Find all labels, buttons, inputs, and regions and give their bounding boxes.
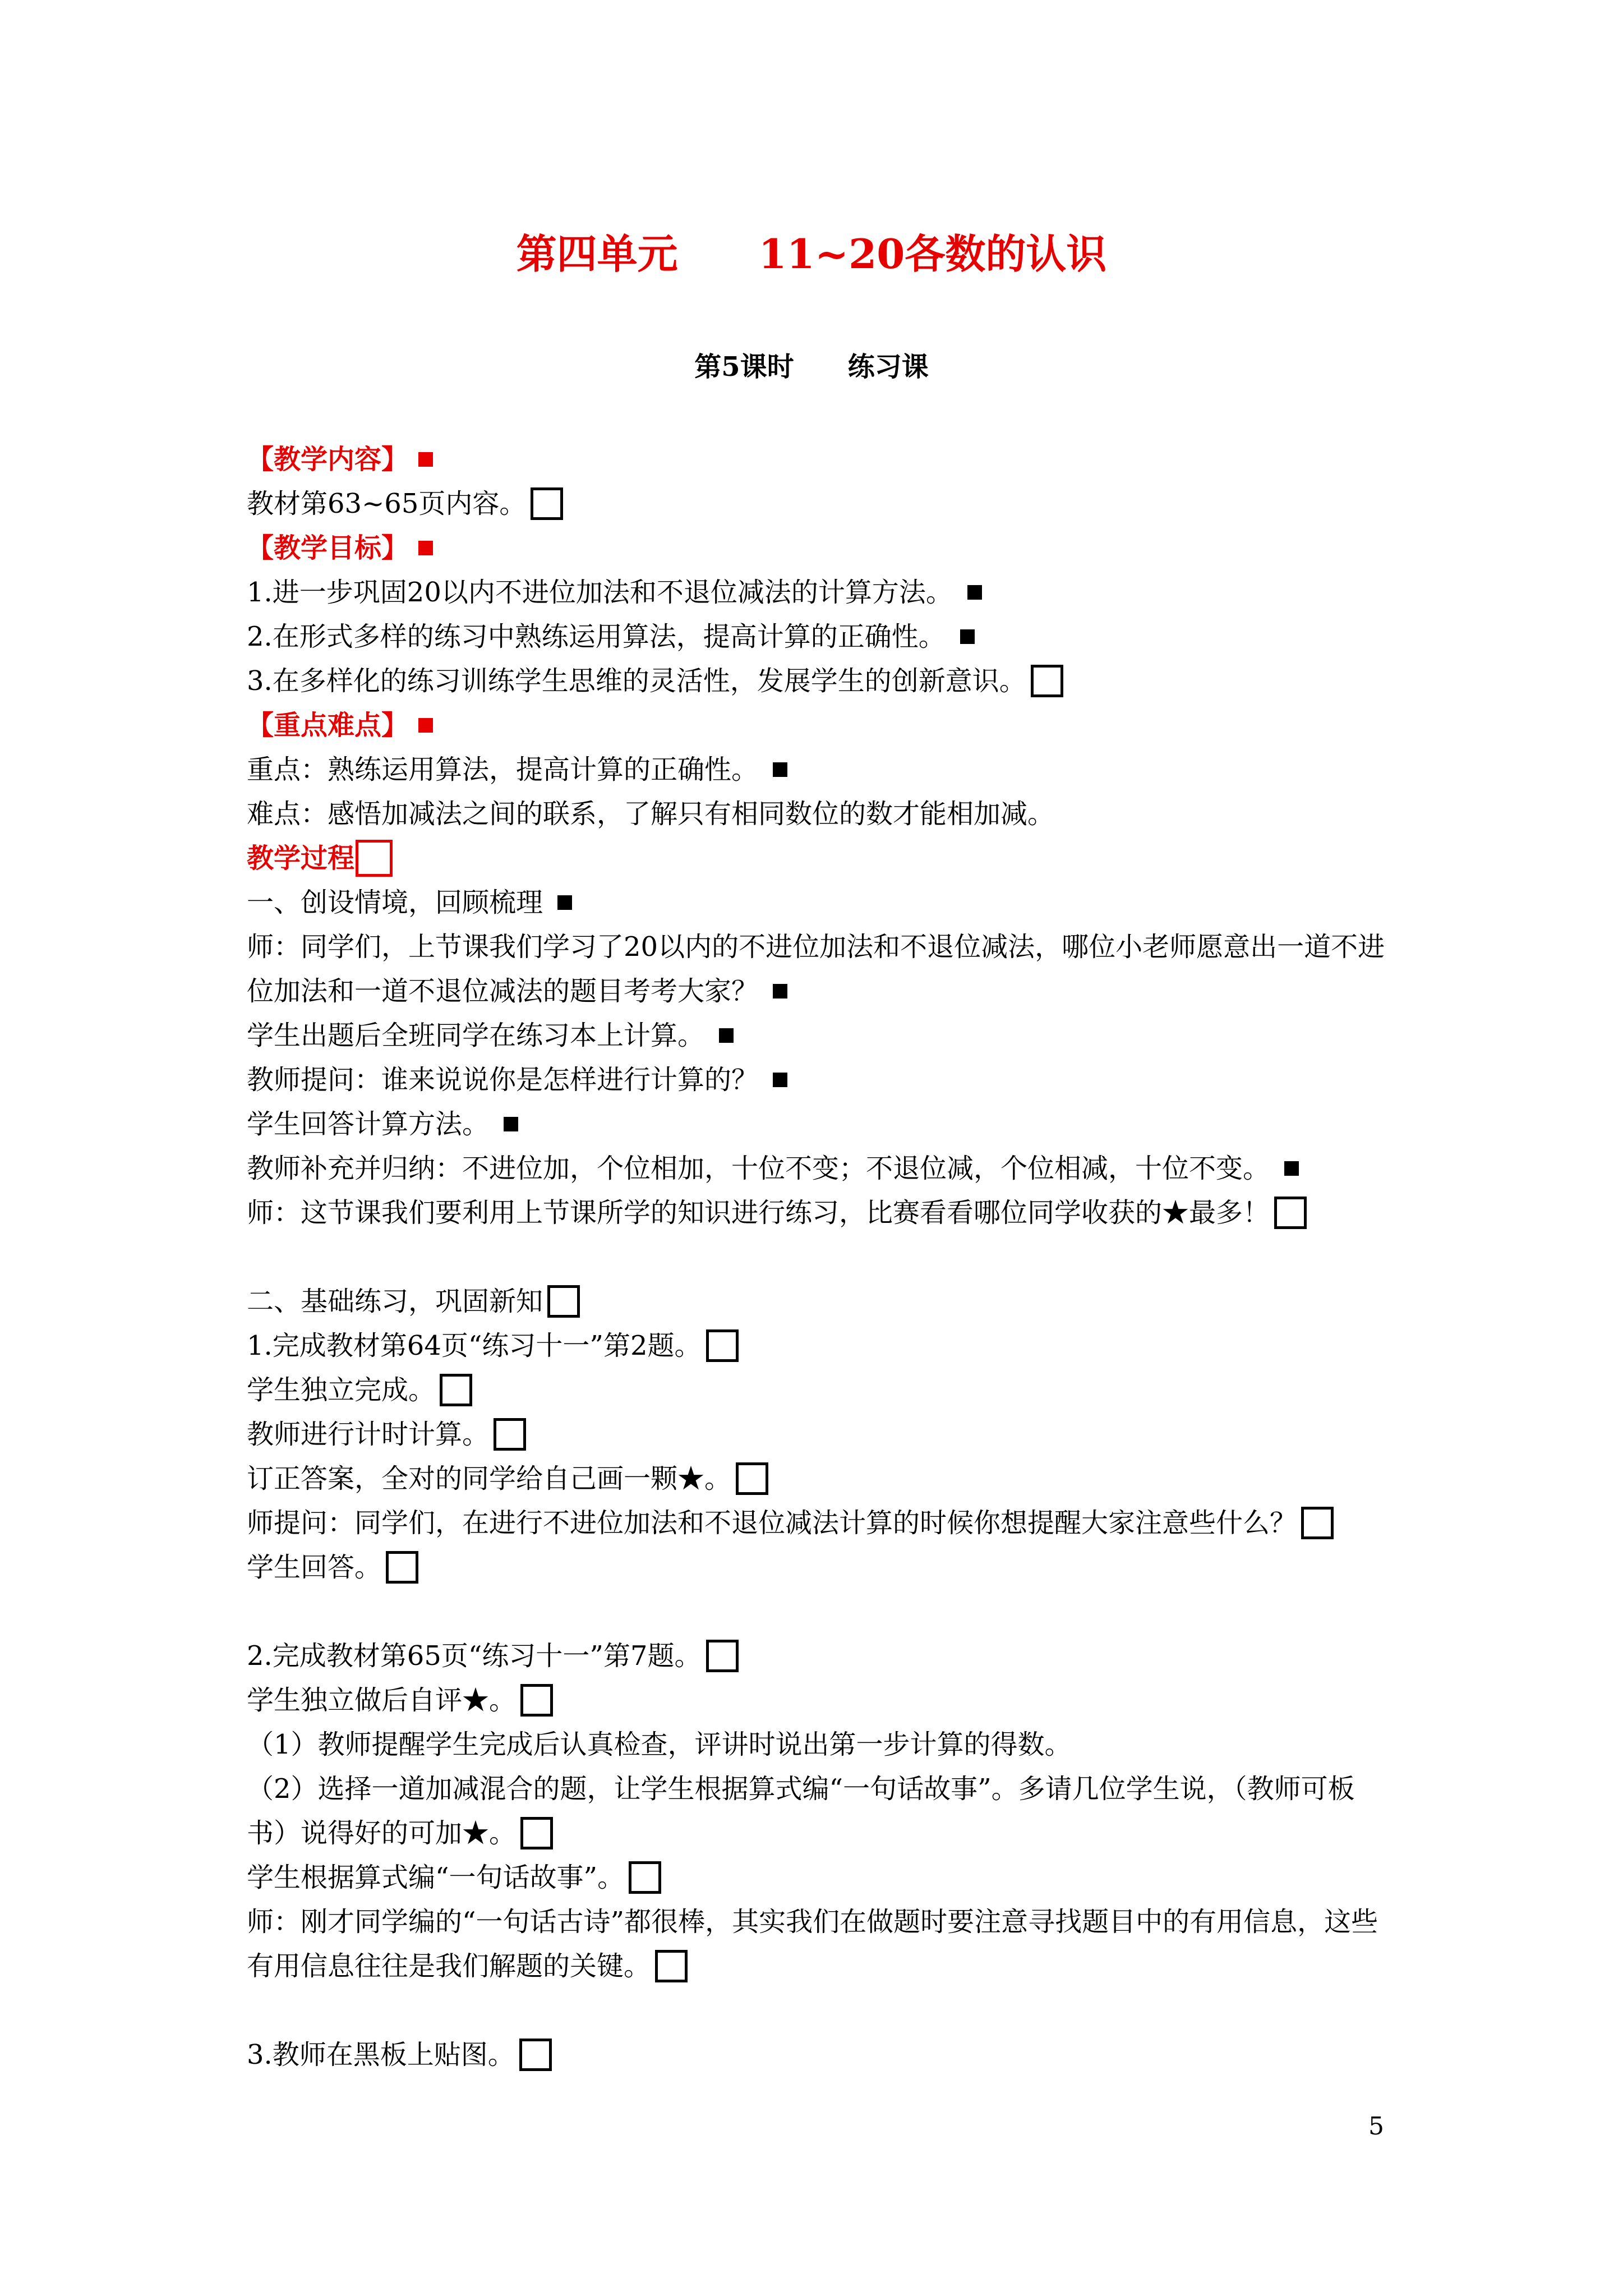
teacher-question: 师提问：同学们，在进行不进位加法和不退位减法计算的时候你想提醒大家注意些什么？	[247, 1501, 1391, 1545]
teacher-intro: 师：同学们，上节课我们学习了20以内的不进位加法和不退位减法，哪位小老师愿意出一道不进位加法和一道不退位减法的题目考考大家？	[247, 931, 1385, 1007]
difficulty-point: 难点：感悟加减法之间的联系，了解只有相同数位的数才能相加减。	[247, 798, 1055, 830]
empty-box	[655, 1950, 688, 1982]
exercise-1: 1.完成教材第64页“练习十一”第2题。	[247, 1324, 1391, 1368]
spacer	[247, 1989, 1391, 2033]
empty-box	[706, 1329, 739, 1362]
red-square-marker	[418, 718, 433, 733]
teacher-remark: 师：刚才同学编的“一句话古诗”都很棒，其实我们在做题时要注意寻找题目中的有用信息，这些有用信息往往是我们解题的关键。	[247, 1906, 1378, 1982]
red-square-marker	[418, 452, 433, 467]
black-square-marker	[557, 895, 572, 910]
spacer	[247, 1590, 1391, 1634]
black-square-marker	[773, 762, 787, 777]
exercise-3: 3.教师在黑板上贴图。	[247, 2033, 1391, 2077]
empty-box	[386, 1551, 418, 1584]
process-heading-line	[247, 836, 1391, 881]
lesson-subtitle: 第5课时 练习课	[694, 351, 929, 383]
goal-item: 3.在多样化的练习训练学生思维的灵活性，发展学生的创新意识。	[247, 659, 1391, 703]
content-heading-line	[247, 438, 1391, 482]
black-square-marker	[504, 1117, 518, 1131]
story-line: 学生根据算式编“一句话故事”。	[247, 1856, 1391, 1900]
empty-box	[629, 1861, 661, 1894]
goals-heading-line	[247, 526, 1391, 570]
black-square-marker	[960, 629, 975, 644]
page-number: 5	[1368, 2112, 1384, 2141]
exercise-2: 2.完成教材第65页“练习十一”第7题。	[247, 1634, 1391, 1678]
key-point: 重点：熟练运用算法，提高计算的正确性。	[247, 748, 1391, 792]
unit-title: 第四单元 11~20各数的认识	[516, 230, 1107, 278]
empty-box	[440, 1374, 472, 1406]
red-square-marker	[418, 541, 433, 555]
red-empty-box	[356, 840, 393, 877]
black-square-marker	[967, 585, 982, 600]
correct-answers: 订正答案，全对的同学给自己画一颗★。	[247, 1457, 1391, 1501]
black-square-marker	[719, 1028, 734, 1043]
empty-box	[547, 1285, 580, 1318]
content-text: 教材第63~65页内容。	[247, 488, 527, 519]
goal-item: 1.进一步巩固20以内不进位加法和不退位减法的计算方法。	[247, 570, 1391, 615]
part1-heading: 一、创设情境，回顾梳理	[247, 881, 1391, 925]
empty-box	[1301, 1507, 1334, 1539]
keypoints-heading: 【重点难点】	[247, 710, 409, 741]
empty-box	[531, 487, 563, 520]
lesson-body	[247, 438, 1391, 2077]
self-evaluation: 学生独立做后自评★。	[247, 1678, 1391, 1723]
timing: 教师进行计时计算。	[247, 1412, 1391, 1457]
black-square-marker	[773, 984, 787, 999]
content-text-line	[247, 482, 1391, 526]
teacher-summary: 教师补充并归纳：不进位加，个位相加，十位不变；不退位减，个位相减，十位不变。	[247, 1147, 1391, 1191]
students-calc: 学生出题后全班同学在练习本上计算。	[247, 1014, 1391, 1058]
goal-item: 2.在形式多样的练习中熟练运用算法，提高计算的正确性。	[247, 615, 1391, 659]
process-heading: 教学过程	[247, 843, 355, 874]
empty-box	[494, 1418, 526, 1451]
empty-box	[1274, 1197, 1307, 1229]
empty-box	[1031, 665, 1063, 697]
content-heading: 【教学内容】	[247, 444, 409, 475]
spacer	[247, 1235, 1391, 1280]
goals-heading: 【教学目标】	[247, 532, 409, 564]
black-square-marker	[773, 1073, 787, 1087]
part2-heading: 二、基础练习，巩固新知	[247, 1280, 1391, 1324]
empty-box	[520, 1817, 553, 1849]
empty-box	[520, 1684, 553, 1717]
note-2: （2）选择一道加减混合的题，让学生根据算式编“一句话故事”。多请几位学生说，（教师可板书）说得好的可加★。	[247, 1773, 1355, 1849]
keypoints-heading-line	[247, 703, 1391, 748]
note-1: （1）教师提醒学生完成后认真检查，评讲时说出第一步计算的得数。	[247, 1729, 1072, 1760]
students-answer: 学生回答计算方法。	[247, 1102, 1391, 1147]
black-square-marker	[1284, 1161, 1299, 1176]
independent-work: 学生独立完成。	[247, 1368, 1391, 1412]
teacher-lesson: 师：这节课我们要利用上节课所学的知识进行练习，比赛看看哪位同学收获的★最多！	[247, 1191, 1391, 1235]
empty-box	[706, 1640, 739, 1672]
empty-box	[519, 2039, 552, 2071]
students-reply: 学生回答。	[247, 1545, 1391, 1590]
empty-box	[736, 1462, 768, 1495]
teacher-ask: 教师提问：谁来说说你是怎样进行计算的？	[247, 1058, 1391, 1102]
